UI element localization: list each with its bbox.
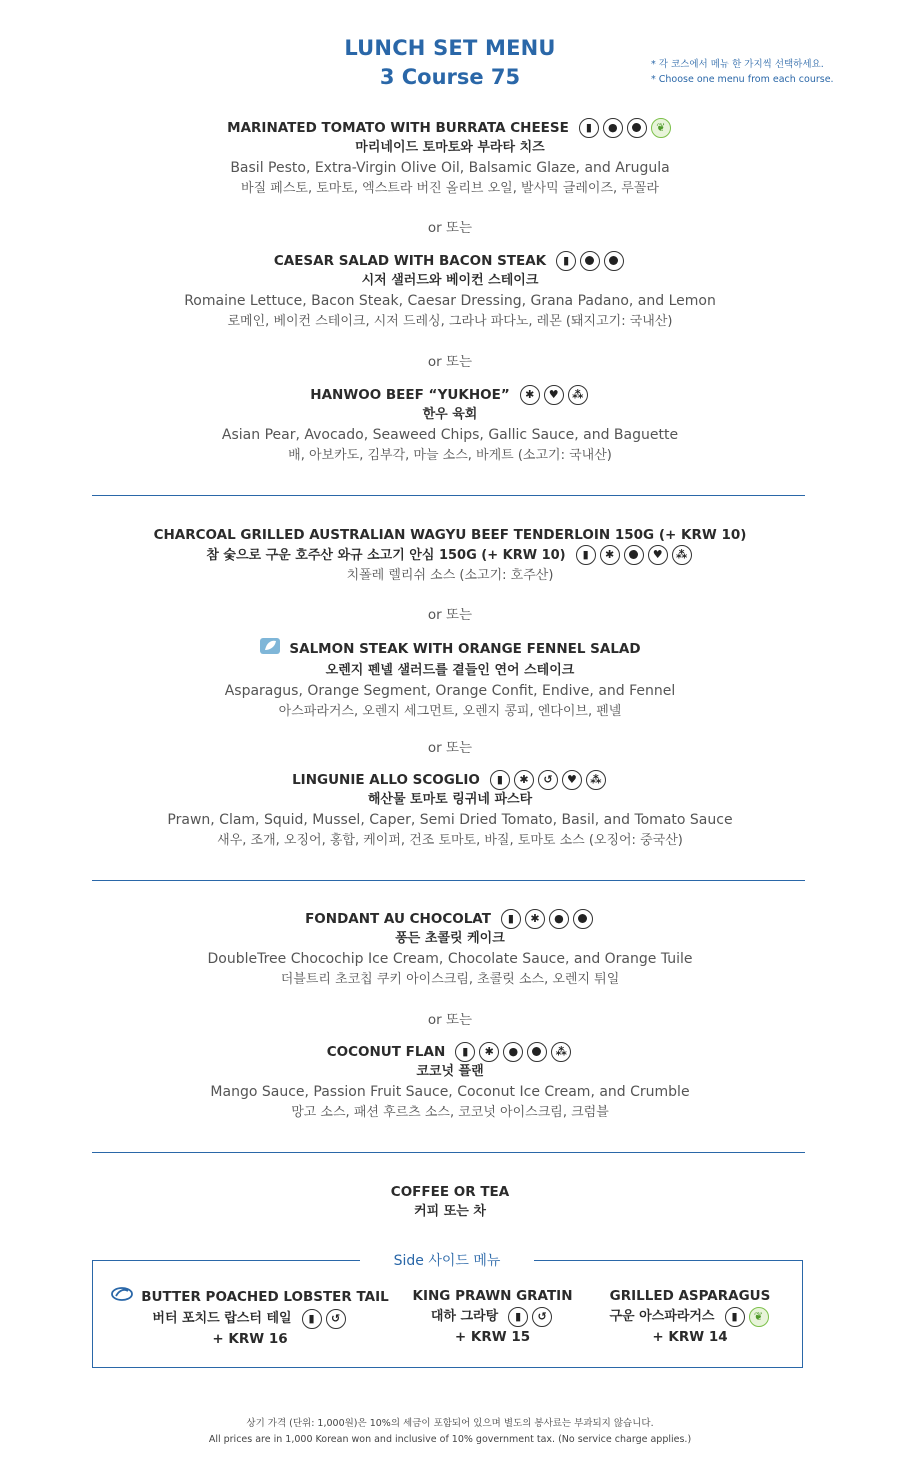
allergen-icons — [574, 545, 694, 566]
dish-name-kr: 해산물 토마토 링귀네 파스타 — [367, 792, 533, 807]
course-divider — [92, 880, 805, 881]
wheat-icon: ✱ — [520, 385, 540, 405]
side-item-price: + KRW 14 — [652, 1329, 728, 1345]
dish-name: CHARCOAL GRILLED AUSTRALIAN WAGYU BEEF TENDERLOIN 150G (+ KRW 10) — [153, 527, 747, 543]
dish-description: Asian Pear, Avocado, Seaweed Chips, Gallic Sauce, and Baguette — [221, 427, 679, 443]
allergen-icons — [577, 118, 673, 138]
dish-description: Prawn, Clam, Squid, Mussel, Caper, Semi Dried Tomato, Basil, and Tomato Sauce — [167, 812, 733, 828]
or-divider: or 또는 — [427, 220, 473, 236]
egg-icon — [604, 251, 624, 271]
shrimp-icon: ↺ — [326, 1309, 346, 1329]
signature-leaf-icon — [259, 637, 281, 661]
dish-name: MARINATED TOMATO WITH BURRATA CHEESE — [227, 120, 569, 136]
dish-name-kr: 오렌지 펜넬 샐러드를 곁들인 연어 스테이크 — [325, 663, 575, 678]
menu-title: LUNCH SET MENU — [344, 36, 556, 60]
milk-icon: ▮ — [302, 1309, 322, 1329]
wine-icon: ♥ — [648, 545, 668, 565]
menu-item-fondant — [0, 909, 900, 990]
dish-description-kr: 더블트리 초코칩 쿠키 아이스크림, 초콜릿 소스, 오렌지 튀일 — [280, 972, 620, 987]
footer-note — [0, 1416, 900, 1448]
dish-name: COFFEE OR TEA — [390, 1184, 510, 1200]
footer-note-kr: 상기 가격 (단위: 1,000원)은 10%의 세금이 포함되어 있으며 별도의 봉사료는 부과되지 않습니다. — [246, 1418, 654, 1429]
vegetarian-leaf-icon: ❦ — [749, 1307, 769, 1327]
menu-item-coffee-tea — [0, 1182, 900, 1222]
menu-item-coconut-flan — [0, 1042, 900, 1123]
menu-item-linguine — [0, 770, 900, 851]
pork-icon — [580, 251, 600, 271]
milk-icon: ▮ — [490, 770, 510, 790]
side-menu-label: Side 사이드 메뉴 — [360, 1250, 534, 1270]
egg-icon — [527, 1042, 547, 1062]
wheat-icon: ✱ — [514, 770, 534, 790]
dish-name-kr: 시저 샐러드와 베이컨 스테이크 — [361, 273, 539, 288]
wine-icon: ♥ — [562, 770, 582, 790]
sesame-icon: ⁂ — [568, 385, 588, 405]
nut-icon: ● — [503, 1042, 523, 1062]
milk-icon: ▮ — [576, 545, 596, 565]
dish-name: COCONUT FLAN — [326, 1044, 446, 1060]
side-item-name: KING PRAWN GRATIN — [412, 1288, 573, 1304]
menu-item-salmon — [0, 637, 900, 722]
or-divider: or 또는 — [427, 1012, 473, 1028]
dish-description-kr: 로메인, 베이컨 스테이크, 시저 드레싱, 그라나 파다노, 레몬 (돼지고기: 국내산) — [227, 314, 673, 329]
allergen-icons — [518, 385, 590, 405]
nut-icon: ● — [549, 909, 569, 929]
side-item-name-kr: 구운 아스파라거스 — [609, 1309, 715, 1324]
dish-name-kr: 퐁든 초콜릿 케이크 — [395, 931, 505, 946]
dish-description-kr: 새우, 조개, 오징어, 홍합, 케이퍼, 건조 토마토, 바질, 토마토 소스 (오징어: 중국산) — [217, 833, 683, 848]
allergen-icons — [499, 909, 595, 929]
milk-icon: ▮ — [579, 118, 599, 138]
dish-description-kr: 치폴레 렐리쉬 소스 (소고기: 호주산) — [346, 567, 554, 583]
selection-note-en: * Choose one menu from each course. — [651, 74, 834, 85]
course-divider — [92, 1152, 805, 1153]
shrimp-icon: ↺ — [532, 1307, 552, 1327]
menu-item-burrata — [0, 118, 900, 199]
sesame-icon: ⁂ — [672, 545, 692, 565]
signature-icon — [111, 1286, 133, 1308]
dish-description: Basil Pesto, Extra-Virgin Olive Oil, Balsamic Glaze, and Arugula — [230, 160, 670, 176]
wine-icon: ♥ — [544, 385, 564, 405]
or-divider: or 또는 — [427, 607, 473, 623]
dish-description: Asparagus, Orange Segment, Orange Confit, Endive, and Fennel — [224, 683, 676, 699]
allergen-icons — [554, 251, 626, 271]
milk-icon: ▮ — [455, 1042, 475, 1062]
sesame-icon: ⁂ — [586, 770, 606, 790]
side-item-name: GRILLED ASPARAGUS — [609, 1288, 771, 1304]
dish-description-kr: 바질 페스토, 토마토, 엑스트라 버진 올리브 오일, 발사믹 글레이즈, 루꼴라 — [241, 181, 659, 196]
dish-name: LINGUNIE ALLO SCOGLIO — [292, 772, 480, 788]
dish-name: FONDANT AU CHOCOLAT — [305, 911, 491, 927]
dish-name-kr: 코코넛 플랜 — [416, 1064, 484, 1079]
dish-name-kr: 참 숯으로 구운 호주산 와규 소고기 안심 150G (+ KRW 10) — [206, 547, 566, 563]
dish-name: HANWOO BEEF “YUKHOE” — [310, 387, 510, 403]
allergen-icons — [300, 1308, 348, 1329]
nut-icon: ● — [603, 118, 623, 138]
dish-description-kr: 망고 소스, 패션 후르츠 소스, 코코넛 아이스크림, 크럼블 — [291, 1105, 609, 1120]
side-item-prawn-gratin — [400, 1286, 585, 1347]
selection-note-kr: * 각 코스에서 메뉴 한 가지씩 선택하세요. — [651, 59, 824, 70]
or-divider: or 또는 — [427, 354, 473, 370]
side-item-price: + KRW 16 — [212, 1331, 288, 1347]
sesame-icon: ⁂ — [551, 1042, 571, 1062]
allergen-icons — [723, 1306, 771, 1327]
shrimp-icon: ↺ — [538, 770, 558, 790]
dish-description-kr: 배, 아보카도, 김부각, 마늘 소스, 바게트 (소고기: 국내산) — [288, 448, 612, 463]
milk-icon: ▮ — [508, 1307, 528, 1327]
side-item-name: BUTTER POACHED LOBSTER TAIL — [141, 1289, 389, 1305]
dish-description-kr: 아스파라거스, 오렌지 세그먼트, 오렌지 콩피, 엔다이브, 펜넬 — [278, 704, 622, 719]
wheat-icon: ✱ — [525, 909, 545, 929]
side-item-price: + KRW 15 — [454, 1329, 531, 1345]
selection-note — [651, 57, 834, 87]
side-item-name-kr: 버터 포치드 랍스터 테일 — [152, 1311, 292, 1326]
dish-description: Romaine Lettuce, Bacon Steak, Caesar Dressing, Grana Padano, and Lemon — [184, 293, 716, 309]
or-divider: or 또는 — [427, 740, 473, 756]
menu-item-wagyu — [0, 525, 900, 586]
dish-name-kr: 커피 또는 차 — [414, 1204, 486, 1219]
milk-icon: ▮ — [556, 251, 576, 271]
wheat-icon: ✱ — [479, 1042, 499, 1062]
dish-description: DoubleTree Chocochip Ice Cream, Chocolate Sauce, and Orange Tuile — [207, 951, 693, 967]
course-divider — [92, 495, 805, 496]
dish-name-kr: 한우 육회 — [422, 407, 478, 422]
allergen-icons — [506, 1306, 554, 1327]
menu-item-caesar — [0, 251, 900, 332]
egg-icon — [624, 545, 644, 565]
dish-description: Mango Sauce, Passion Fruit Sauce, Coconut Ice Cream, and Crumble — [210, 1084, 690, 1100]
menu-item-yukhoe — [0, 385, 900, 466]
side-item-asparagus — [585, 1286, 795, 1347]
vegetarian-leaf-icon: ❦ — [651, 118, 671, 138]
allergen-icons — [453, 1042, 573, 1062]
wheat-icon: ✱ — [600, 545, 620, 565]
dish-name-kr: 마리네이드 토마토와 부라타 치즈 — [355, 140, 545, 155]
dish-name: CAESAR SALAD WITH BACON STEAK — [273, 253, 547, 269]
milk-icon: ▮ — [501, 909, 521, 929]
allergen-icons — [488, 770, 608, 790]
egg-icon — [573, 909, 593, 929]
soy-icon — [627, 118, 647, 138]
side-item-lobster — [100, 1286, 400, 1349]
dish-name: SALMON STEAK WITH ORANGE FENNEL SALAD — [289, 641, 641, 657]
footer-note-en: All prices are in 1,000 Korean won and inclusive of 10% government tax. (No service charge applies.) — [208, 1434, 692, 1445]
milk-icon: ▮ — [725, 1307, 745, 1327]
menu-subtitle: 3 Course 75 — [379, 65, 521, 89]
side-item-name-kr: 대하 그라탕 — [430, 1309, 499, 1324]
